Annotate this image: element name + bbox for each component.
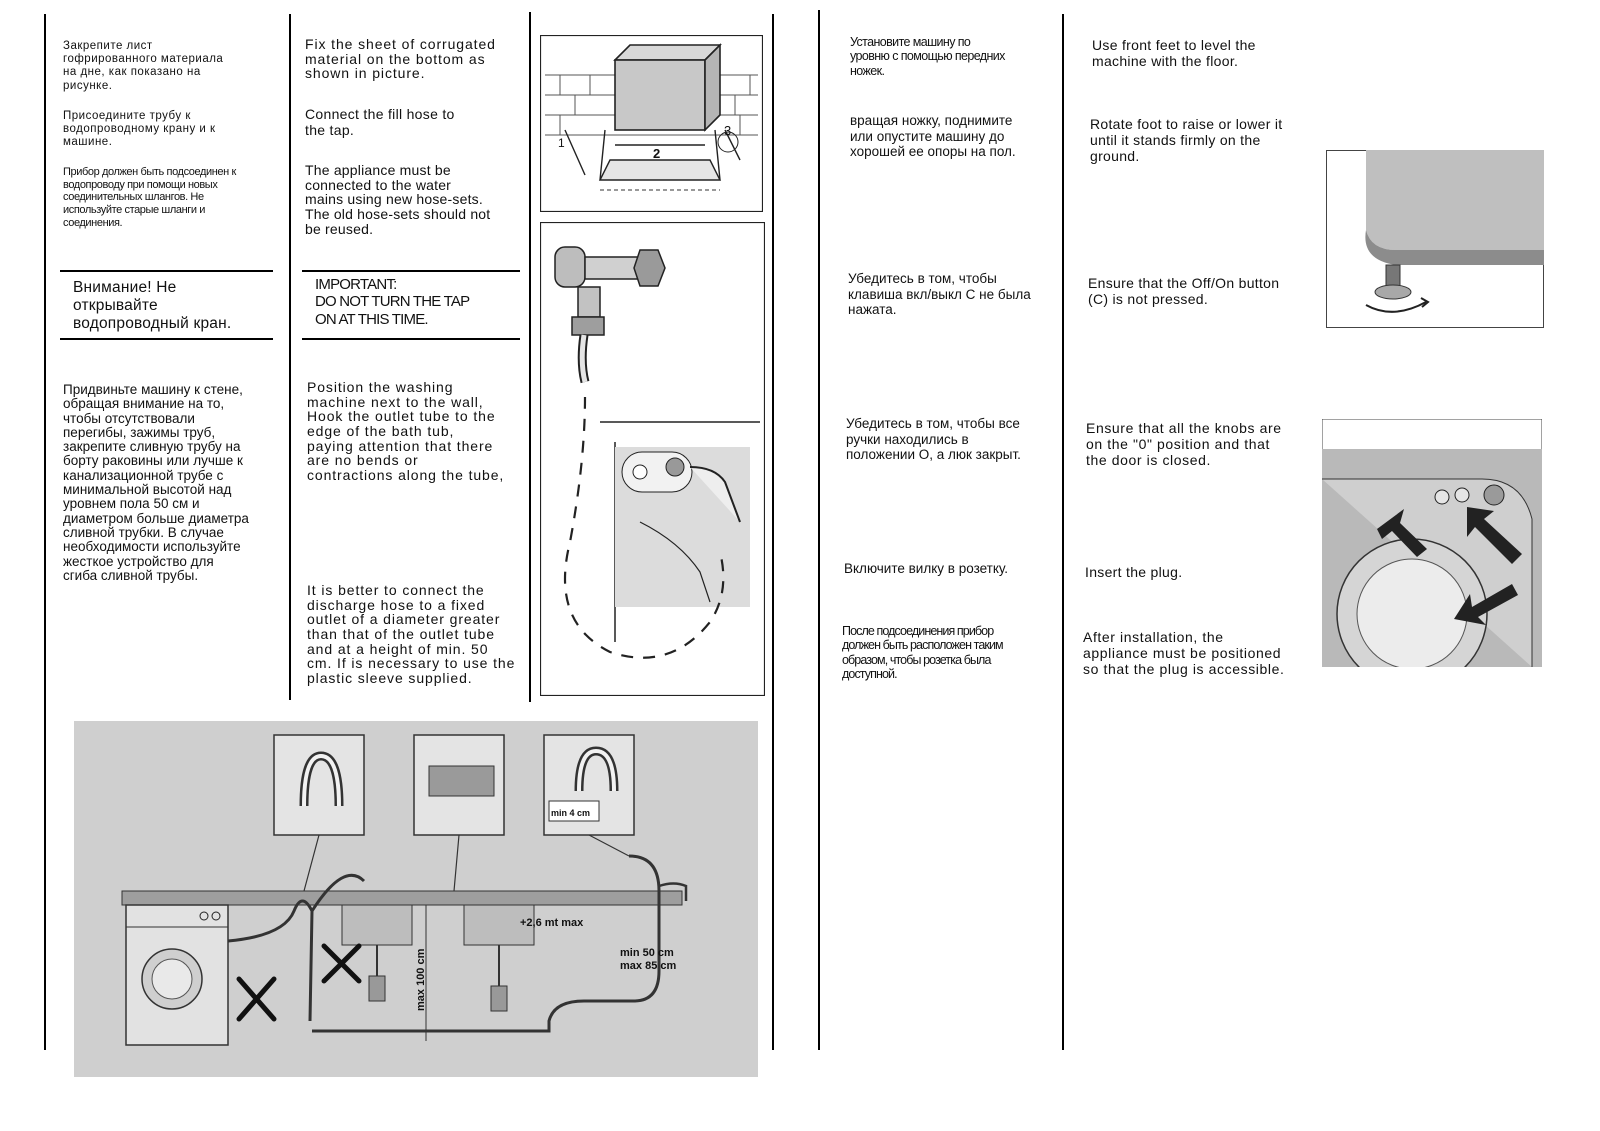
max-85cm-label: max 85 cm bbox=[620, 960, 677, 972]
en-access-text: After installation, the appliance must be positioned so that the plug is accessible. bbox=[1083, 629, 1285, 678]
en-knobs-text: Ensure that all the knobs are on the "0" position and that the door is closed. bbox=[1086, 420, 1282, 469]
en-plug-text: Insert the plug. bbox=[1085, 564, 1183, 580]
warning-rule bbox=[60, 338, 273, 340]
warning-rule bbox=[60, 270, 273, 272]
en-warning-text: IMPORTANT: DO NOT TURN THE TAP ON AT THIS TIME. bbox=[315, 276, 470, 328]
en-connect-hose-text: Connect the fill hose to the tap. bbox=[305, 106, 455, 139]
min-50cm-label: min 50 cm bbox=[620, 947, 674, 959]
ru-connect-hose-text: Присоедините трубу к водопроводному крану и к машине. bbox=[63, 110, 216, 149]
column-divider bbox=[818, 10, 820, 1050]
column-divider bbox=[1062, 14, 1064, 1050]
ru-fix-sheet-text: Закрепите лист гофрированного материала на дне, как показано на рисунке. bbox=[63, 40, 224, 92]
step-1-label: 1 bbox=[558, 136, 565, 150]
tap-hose-figure bbox=[540, 222, 765, 696]
en-new-hoses-text: The appliance must be connected to the water mains using new hose-sets. The old hose-sets should not be reused. bbox=[305, 162, 491, 237]
ru-position-text: Придвиньте машину к стене, обращая внимание на то, чтобы отсутствовали перегибы, зажимы труб, закрепите сливную трубу на борту раковины или лучше к канализационной трубе с минимальной высотой над уровнем пола 50 см и диаметром больше диаметра сливной трубки. В случае необходимости используйте жесткое устройство для сгиба сливной трубы. bbox=[63, 382, 249, 583]
min-4cm-label: min 4 cm bbox=[551, 808, 591, 818]
ru-warning-text: Внимание! Не открывайте водопроводный кран. bbox=[73, 279, 232, 332]
ru-new-hoses-text: Прибор должен быть подсоединен к водопроводу при помощи новых соединительных шлангов. Не используйте старые шланги и соединения. bbox=[63, 166, 236, 229]
levelling-foot-figure bbox=[1326, 150, 1544, 328]
ru-access-text: После подсоединения прибор должен быть расположен таким образом, чтобы розетка была доступной. bbox=[842, 624, 1003, 682]
en-fix-sheet-text: Fix the sheet of corrugated material on the bottom as shown in picture. bbox=[305, 36, 496, 82]
column-divider bbox=[289, 14, 291, 700]
warning-rule bbox=[302, 270, 520, 272]
corrugated-sheet-figure bbox=[540, 35, 763, 212]
ru-knobs-text: Убедитесь в том, чтобы все ручки находились в положении О, а люк закрыт. bbox=[846, 416, 1021, 463]
ru-level-text: Установите машину по уровню с помощью передних ножек. bbox=[850, 35, 1005, 78]
step-3-label: 3 bbox=[724, 123, 732, 138]
en-discharge-text: It is better to connect the discharge hose to a fixed outlet of a diameter greater than that of the outlet tube and at a height of min. 50 cm. If is necessary to use the plastic sleeve supplied. bbox=[307, 582, 516, 687]
step-2-label: 2 bbox=[653, 146, 661, 161]
en-position-text: Position the washing machine next to the wall, Hook the outlet tube to the edge of the bath tub, paying attention that there are no bends or contractions along the tube, bbox=[307, 379, 505, 484]
en-button-text: Ensure that the Off/On button (C) is not pressed. bbox=[1088, 275, 1280, 308]
max-100cm-label: max 100 cm bbox=[415, 948, 427, 1011]
drain-installation-figure bbox=[74, 721, 758, 1077]
column-divider bbox=[44, 14, 46, 1050]
ru-rotate-text: вращая ножку, поднимите или опустите машину до хорошей ее опоры на пол. bbox=[850, 113, 1016, 160]
en-rotate-text: Rotate foot to raise or lower it until it stands firmly on the ground. bbox=[1090, 116, 1283, 165]
en-level-text: Use front feet to level the machine with the floor. bbox=[1092, 37, 1256, 70]
max-26-label: +2,6 mt max bbox=[520, 917, 584, 929]
ru-plug-text: Включите вилку в розетку. bbox=[844, 561, 1009, 576]
column-divider bbox=[772, 14, 774, 1050]
warning-rule bbox=[302, 338, 520, 340]
control-knobs-figure bbox=[1322, 419, 1542, 667]
ru-button-text: Убедитесь в том, чтобы клавиша вкл/выкл С не была нажата. bbox=[848, 271, 1031, 318]
column-divider bbox=[529, 12, 531, 702]
